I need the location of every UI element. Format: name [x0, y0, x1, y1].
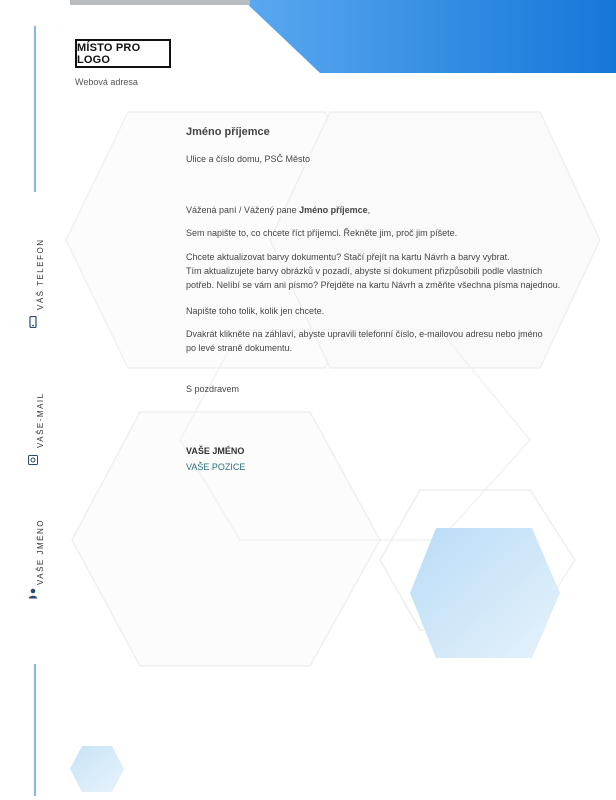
recipient-name[interactable]: Jméno příjemce [186, 126, 270, 138]
salutation-suffix: , [367, 205, 371, 215]
paragraph-2[interactable] [186, 250, 560, 292]
logo-placeholder[interactable] [75, 39, 171, 68]
salutation-name: Jméno příjemce [299, 205, 368, 215]
salutation-prefix: Vážená paní / Vážený pane [186, 205, 300, 215]
sidebar-phone[interactable]: VÁŠ TELEFON [36, 238, 45, 310]
logo-text: MÍSTO PRO LOGO [77, 41, 141, 66]
sidebar-line-bottom [34, 664, 36, 796]
paragraph-3[interactable]: Napište toho tolik, kolik jen chcete. [186, 306, 325, 316]
person-icon [28, 588, 38, 599]
paragraph-4[interactable] [186, 327, 543, 355]
accent-hexagon [410, 528, 560, 658]
signature-name[interactable]: VAŠE JMÉNO [186, 446, 245, 456]
paragraph-4-line: Dvakrát klikněte na záhlaví, abyste upravili telefonní číslo, e-mailovou adresu nebo jméno [186, 329, 543, 339]
accent-hexagon-small [70, 746, 124, 792]
signature-position[interactable]: VAŠE POZICE [186, 462, 246, 472]
sidebar-email[interactable]: VAŠE-MAIL [36, 392, 45, 448]
paragraph-4-line: po levé straně dokumentu. [186, 343, 293, 353]
website-text[interactable]: Webová adresa [75, 77, 138, 87]
phone-icon [28, 316, 38, 328]
paragraph-2-line: potřeb. Nelíbí se vám ani písmo? Přejděte na kartu Návrh a změňte všechna písma najednou. [186, 280, 561, 290]
salutation[interactable] [186, 203, 370, 217]
email-icon [28, 455, 38, 465]
paragraph-1[interactable]: Sem napište to, co chcete říct příjemci. Řekněte jim, proč jim píšete. [186, 228, 458, 238]
recipient-address[interactable]: Ulice a číslo domu, PSČ Město [186, 154, 311, 164]
closing[interactable]: S pozdravem [186, 384, 240, 394]
sidebar-name[interactable]: VAŠE JMÉNO [36, 519, 45, 585]
sidebar-line-top [34, 26, 36, 192]
top-banner [243, 0, 616, 73]
paragraph-2-line: Tím aktualizujete barvy obrázků v pozadí, abyste si dokument přizpůsobili podle vlastních [186, 266, 543, 276]
top-gray-bar [70, 0, 250, 5]
paragraph-2-line: Chcete aktualizovat barvy dokumentu? Stačí přejít na kartu Návrh a barvy vybrat. [186, 252, 510, 262]
